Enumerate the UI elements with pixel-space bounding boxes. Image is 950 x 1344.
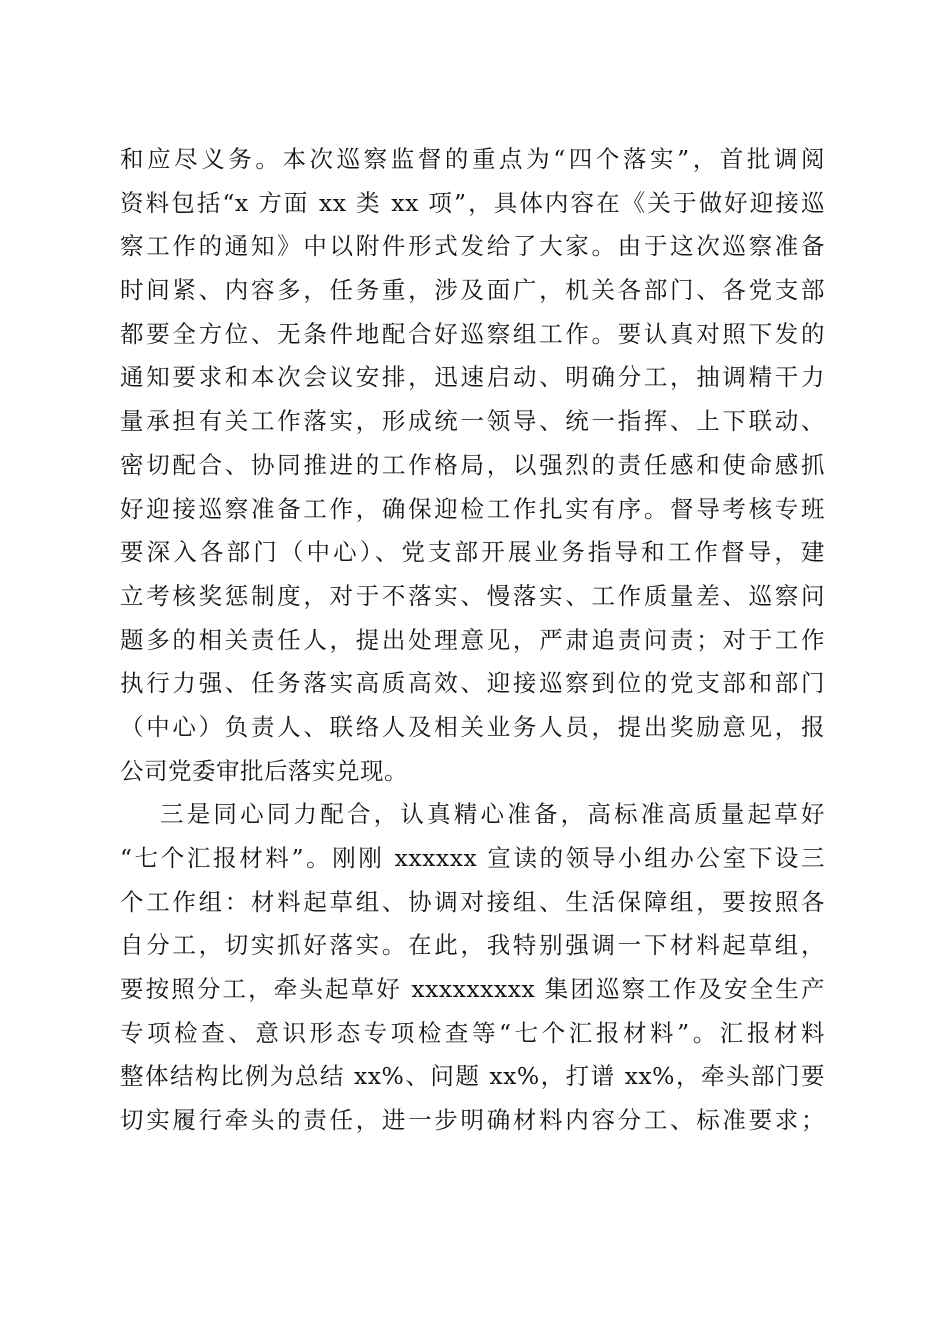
text-line: 个工作组：材料起草组、协调对接组、生活保障组，要按照各 [120, 887, 825, 916]
paragraph-end-line: 公司党委审批后落实兑现。 [120, 756, 408, 785]
text-line: （中心）负责人、联络人及相关业务人员，提出奖励意见，报 [120, 712, 825, 741]
text-line: 察工作的通知》中以附件形式发给了大家。由于这次巡察准备 [120, 232, 825, 261]
text-line: 要按照分工，牵头起草好 xxxxxxxxx 集团巡察工作及安全生产 [120, 975, 825, 1004]
paragraph-heading-line: 三是同心同力配合，认真精心准备，高标准高质量起草好 [160, 800, 825, 829]
text-line: 自分工，切实抓好落实。在此，我特别强调一下材料起草组， [120, 931, 825, 960]
body-text [120, 138, 825, 1143]
text-line: 整体结构比例为总结 xx%、问题 xx%，打谱 xx%，牵头部门要 [120, 1062, 825, 1091]
text-line: 密切配合、协同推进的工作格局，以强烈的责任感和使命感抓 [120, 450, 825, 479]
text-line: 专项检查、意识形态专项检查等“七个汇报材料”。汇报材料 [120, 1018, 825, 1047]
text-line: “七个汇报材料”。刚刚 xxxxxx 宣读的领导小组办公室下设三 [120, 844, 825, 872]
text-line: 切实履行牵头的责任，进一步明确材料内容分工、标准要求； [120, 1106, 825, 1135]
text-line: 时间紧、内容多，任务重，涉及面广，机关各部门、各党支部 [120, 276, 825, 305]
text-line: 好迎接巡察准备工作，确保迎检工作扎实有序。督导考核专班 [120, 494, 825, 523]
text-line: 和应尽义务。本次巡察监督的重点为“四个落实”，首批调阅 [120, 145, 825, 173]
text-line: 执行力强、任务落实高质高效、迎接巡察到位的党支部和部门 [120, 669, 825, 698]
text-line: 量承担有关工作落实，形成统一领导、统一指挥、上下联动、 [120, 407, 825, 436]
text-line: 题多的相关责任人，提出处理意见，严肃追责问责；对于工作 [120, 625, 825, 654]
text-line: 都要全方位、无条件地配合好巡察组工作。要认真对照下发的 [120, 319, 825, 348]
text-line: 要深入各部门（中心）、党支部开展业务指导和工作督导，建 [120, 538, 825, 567]
text-line: 立考核奖惩制度，对于不落实、慢落实、工作质量差、巡察问 [120, 581, 825, 610]
text-line: 通知要求和本次会议安排，迅速启动、明确分工，抽调精干力 [120, 363, 825, 392]
text-line: 资料包括“x 方面 xx 类 xx 项”，具体内容在《关于做好迎接巡 [120, 188, 825, 217]
